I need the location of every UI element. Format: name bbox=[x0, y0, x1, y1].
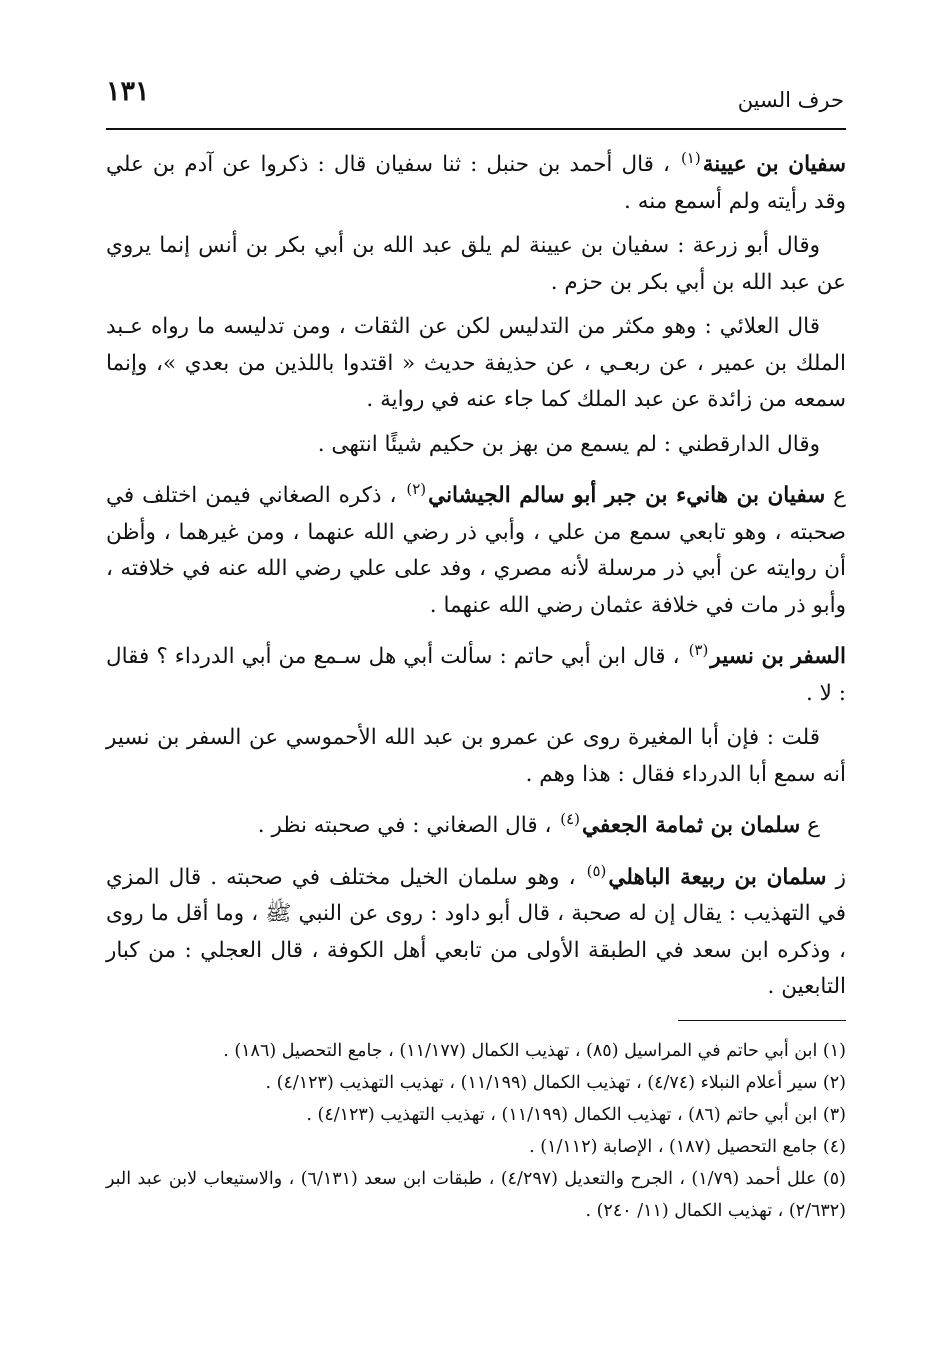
entry-name: سفيان بن هانيء بن جبر أبو سالم الجيشاني bbox=[428, 483, 826, 508]
paragraph: وقال أبو زرعة : سفيان بن عيينة لم يلق عبد الله بن أبي بكر بن أنس إنما يروي عن عبد الله بن أبي بكر بن حزم . bbox=[106, 233, 846, 295]
paragraph: وقال الدارقطني : لم يسمع من بهز بن حكيم شيئًا انتهى . bbox=[317, 431, 820, 457]
entry-name: السفر بن نسير bbox=[710, 644, 846, 669]
footnote-ref: (٣) bbox=[688, 641, 709, 659]
page-header bbox=[106, 72, 846, 130]
paragraph-entry: السفر بن نسير$^{(٣)}$ ، قال ابن أبي حاتم : سألت أبي هل سـمع من أبي الدرداء ؟ فقال : لا . bbox=[106, 641, 846, 706]
footnotes bbox=[106, 1035, 846, 1227]
footnote: (١) ابن أبي حاتم في المراسيل (٨٥) ، تهذيب الكمال (١١/١٧٧) ، جامع التحصيل (١٨٦) . bbox=[223, 1040, 846, 1061]
rumuz-symbol: ز bbox=[826, 864, 847, 890]
footnote-ref: (٤) bbox=[560, 810, 581, 828]
running-title: حرف السين bbox=[737, 88, 844, 112]
entry-name: سفيان بن عيينة bbox=[702, 152, 846, 177]
page-number: ١٣١ bbox=[106, 76, 150, 107]
footnote: (٣) ابن أبي حاتم (٨٦) ، تهذيب الكمال (١١/١٩٩) ، تهذيب التهذيب (٤/١٢٣) . bbox=[306, 1104, 846, 1125]
footnote: (٤) جامع التحصيل (١٨٧) ، الإصابة (١/١١٢) . bbox=[529, 1136, 846, 1157]
footnote-ref: (٢) bbox=[406, 480, 427, 498]
footnote: (٥) علل أحمد (١/٧٩) ، الجرح والتعديل (٤/٢٩٧) ، طبقات ابن سعد (٦/١٣١) ، والاستيعاب لابن عبد البر (٢/٦٣٢) ، تهذيب الكمال (١١/ ٢٤٠) . bbox=[106, 1168, 846, 1221]
footnote-ref: (١) bbox=[680, 149, 701, 167]
footnote-ref: (٥) bbox=[586, 861, 607, 880]
paragraph-entry: ع سفيان بن هانيء بن جبر أبو سالم الجيشاني$^{(٢)}$ ، ذكره الصغاني فيمن اختلف في صحبته ، وهو تابعي سمع من علي ، وأبي ذر رضي الله عنهما ، ومن غيرهما ، وأظن أن روايته عن أبي ذر مرسلة لأنه مصري ، وفد على علي رضي الله عنه في خلافته ، وأبو ذر مات في خلافة عثمان رضي الله عنهما . bbox=[106, 480, 846, 618]
entry-name: سلمان بن ثمامة الجعفي bbox=[582, 813, 801, 838]
footnote: (٢) سير أعلام النبلاء (٤/٧٤) ، تهذيب الكمال (١١/١٩٩) ، تهذيب التهذيب (٤/١٢٣) . bbox=[265, 1072, 846, 1093]
entry-name: سلمان بن ربيعة الباهلي bbox=[608, 864, 827, 890]
main-text bbox=[106, 140, 846, 1006]
paragraph-entry: ع سلمان بن ثمامة الجعفي$^{(٤)}$ ، قال الصغاني : في صحبته نظر . bbox=[257, 810, 820, 838]
paragraph-entry: ز سلمان بن ربيعة الباهلي$^{(٥)}$ ، وهو سلمان الخيل مختلف في صحبته . قال المزي في التهذيب : يقال إن له صحبة ، قال أبو داود : روى عن النبي ﷺ ، وما أقل ما روى ، وذكره ابن سعد في الطبقة الأولى من تابعي أهل الكوفة ، قال العجلي : من كبار التابعين . bbox=[106, 861, 847, 999]
paragraph: قلت : فإن أبا المغيرة روى عن عمرو بن عبد الله الأحموسي عن السفر بن نسير أنه سمع أبا الدرداء فقال : هذا وهم . bbox=[106, 725, 846, 787]
paragraph: قال العلائي : وهو مكثر من التدليس لكن عن الثقات ، ومن تدليسه ما رواه عـبد الملك بن عمير ، عن ربعـي ، عن حذيفة حديث « اقتدوا باللذين من بعدي »، وإنما سمعه من زائدة عن عبد الملك كما جاء عنه في رواية . bbox=[106, 314, 846, 412]
paragraph-entry: سفيان بن عيينة$^{(١)}$ ، قال أحمد بن حنبل : ثنا سفيان قال : ذكروا عن آدم بن علي وقد رأيته ولم أسمع منه . bbox=[106, 149, 846, 214]
rumuz-symbol: ع bbox=[800, 813, 820, 838]
rumuz-symbol: ع bbox=[825, 483, 846, 508]
footnote-divider bbox=[678, 1020, 846, 1021]
